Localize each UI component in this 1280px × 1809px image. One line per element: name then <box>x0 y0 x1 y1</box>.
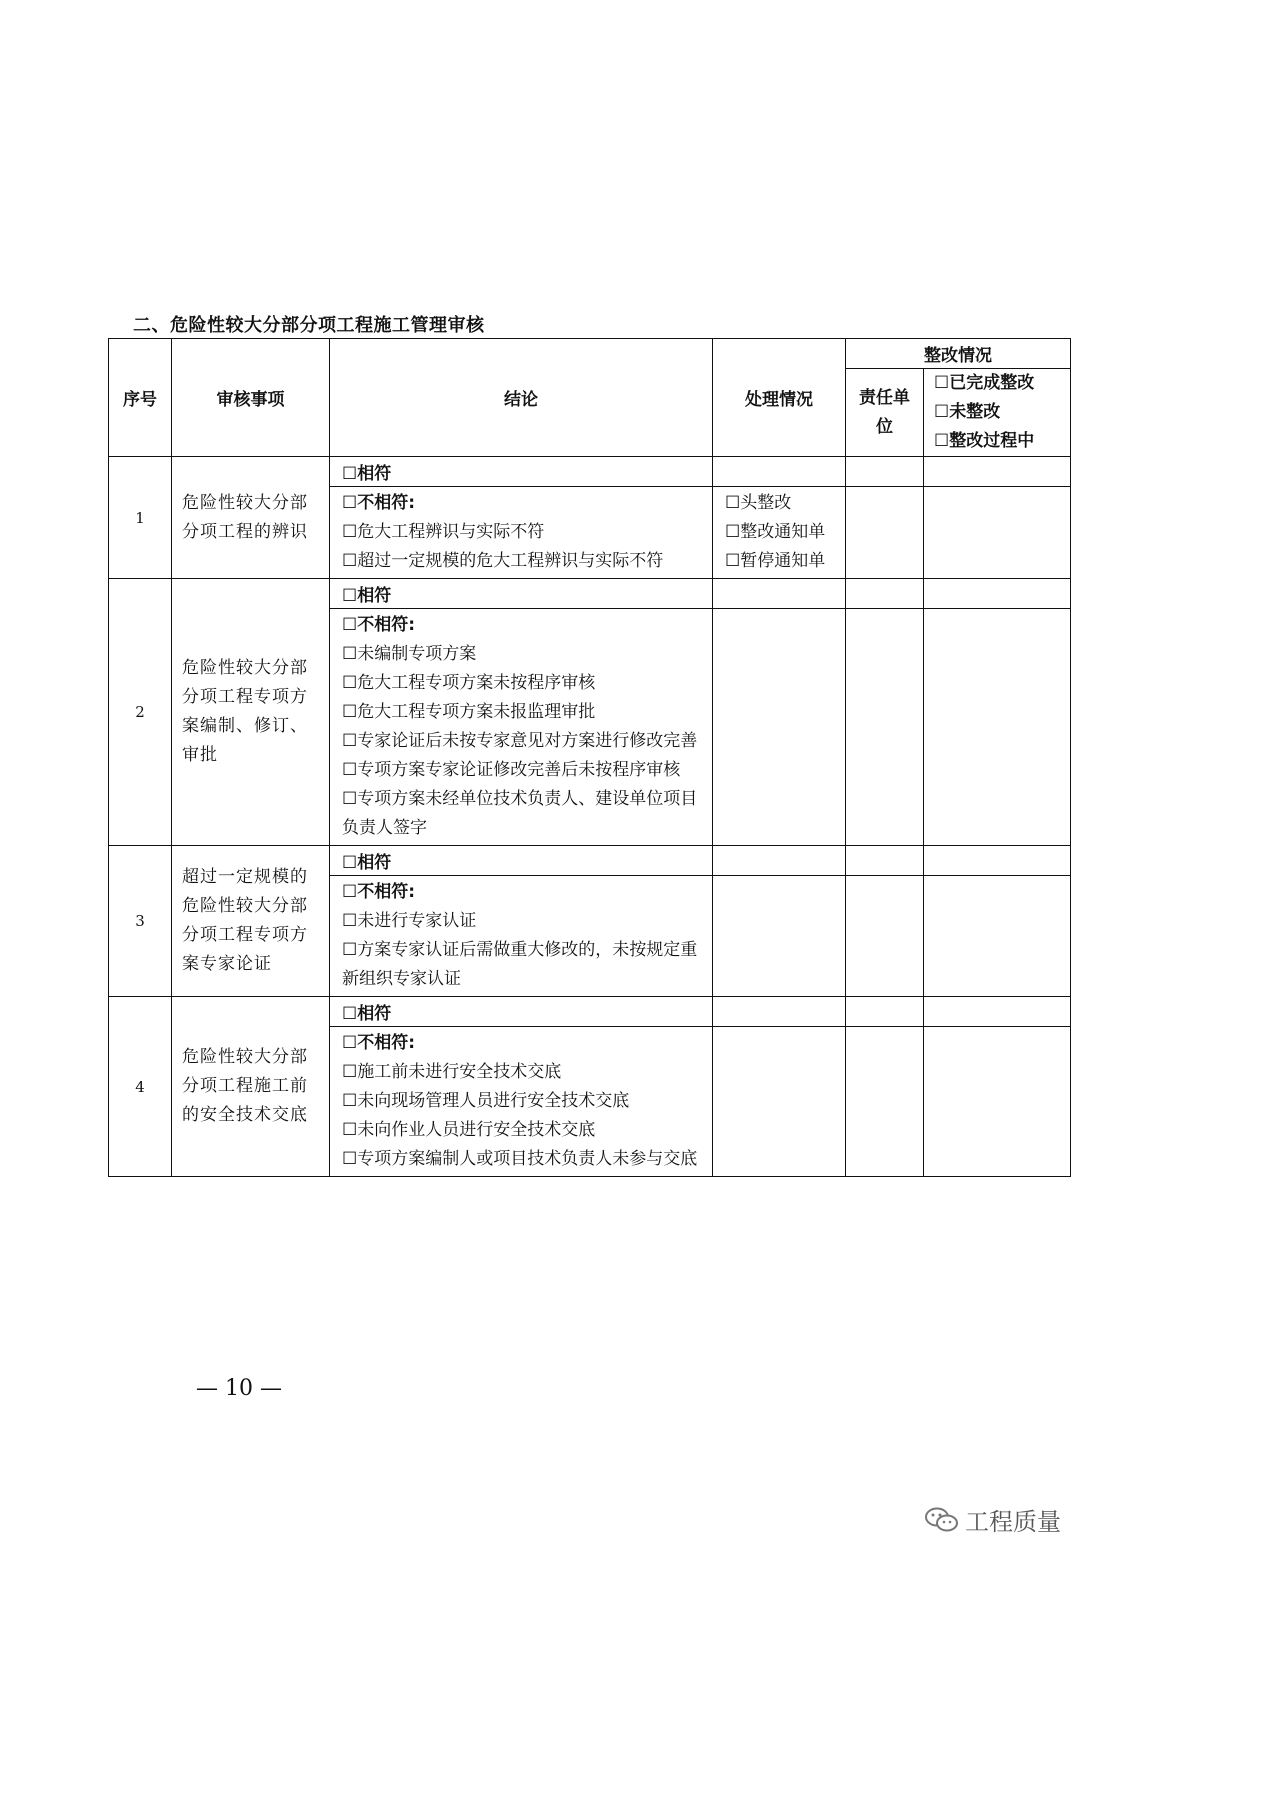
row-4-issue: ☐未向作业人员进行安全技术交底 <box>342 1120 596 1140</box>
header-seq: 序号 <box>109 339 172 457</box>
row-3-issue: ☐方案专家认证后需做重大修改的，未按规定重新组织专家认证 <box>342 940 698 989</box>
row-1-mismatch <box>330 487 713 579</box>
row-2-issue: ☐未编制专项方案 <box>342 644 477 664</box>
row-3-match: ☐相符 <box>330 846 713 876</box>
row-4-item: 危险性较大分部分项工程施工前的安全技术交底 <box>172 997 330 1177</box>
row-2-match-handling <box>713 579 846 609</box>
handling-option-verbal: ☐头整改 <box>725 493 792 513</box>
row-4-unit <box>846 1027 924 1177</box>
row-2-mismatch-label: ☐不相符: <box>342 615 416 635</box>
header-rectification: 整改情况 <box>846 339 1071 369</box>
status-option-completed: ☐已完成整改 <box>934 373 1035 393</box>
row-4-status <box>924 1027 1071 1177</box>
row-2-issue: ☐专家论证后未按专家意见对方案进行修改完善 <box>342 731 698 751</box>
row-1-match-unit <box>846 457 924 487</box>
row-3-seq: 3 <box>109 846 172 997</box>
row-3-unit <box>846 876 924 997</box>
header-conclusion: 结论 <box>330 339 713 457</box>
row-1-issue: ☐危大工程辨识与实际不符 <box>342 522 545 542</box>
header-responsible-unit: 责任单位 <box>846 369 924 457</box>
row-2-item: 危险性较大分部分项工程专项方案编制、修订、审批 <box>172 579 330 846</box>
watermark <box>925 1502 1061 1537</box>
row-2-issue: ☐危大工程专项方案未按程序审核 <box>342 673 596 693</box>
row-2-seq: 2 <box>109 579 172 846</box>
header-handling: 处理情况 <box>713 339 846 457</box>
row-4-handling <box>713 1027 846 1177</box>
row-1-handling <box>713 487 846 579</box>
row-2-mismatch <box>330 609 713 846</box>
row-1-item: 危险性较大分部分项工程的辨识 <box>172 457 330 579</box>
row-3-match-status <box>924 846 1071 876</box>
row-2-handling <box>713 609 846 846</box>
row-1-match-status <box>924 457 1071 487</box>
row-2-issue: ☐专项方案专家论证修改完善后未按程序审核 <box>342 760 681 780</box>
row-4-issue: ☐未向现场管理人员进行安全技术交底 <box>342 1091 630 1111</box>
status-option-in-progress: ☐整改过程中 <box>934 431 1035 451</box>
row-3-handling <box>713 876 846 997</box>
row-2-match-status <box>924 579 1071 609</box>
row-4-match-unit <box>846 997 924 1027</box>
page-number: — 10 — <box>196 1376 282 1401</box>
row-4-match-handling <box>713 997 846 1027</box>
row-3-match-unit <box>846 846 924 876</box>
row-1-match-handling <box>713 457 846 487</box>
watermark-text: 工程质量 <box>965 1508 1061 1536</box>
row-1-seq: 1 <box>109 457 172 579</box>
row-4-mismatch <box>330 1027 713 1177</box>
header-status-options <box>924 369 1071 457</box>
row-4-mismatch-label: ☐不相符: <box>342 1033 416 1053</box>
status-option-not-rectified: ☐未整改 <box>934 402 1001 422</box>
row-2-issue: ☐危大工程专项方案未报监理审批 <box>342 702 596 722</box>
row-3-status <box>924 876 1071 997</box>
row-1-mismatch-label: ☐不相符: <box>342 493 416 513</box>
row-4-match: ☐相符 <box>330 997 713 1027</box>
row-2-status <box>924 609 1071 846</box>
row-4-seq: 4 <box>109 997 172 1177</box>
handling-option-notice: ☐整改通知单 <box>725 522 826 542</box>
row-3-issue: ☐未进行专家认证 <box>342 911 477 931</box>
row-2-unit <box>846 609 924 846</box>
header-item: 审核事项 <box>172 339 330 457</box>
section-title: 二、危险性较大分部分项工程施工管理审核 <box>133 315 485 336</box>
row-1-unit <box>846 487 924 579</box>
row-2-match-unit <box>846 579 924 609</box>
row-2-issue: ☐专项方案未经单位技术负责人、建设单位项目负责人签字 <box>342 789 698 838</box>
row-3-mismatch-label: ☐不相符: <box>342 882 416 902</box>
row-2-match: ☐相符 <box>330 579 713 609</box>
row-4-issue: ☐施工前未进行安全技术交底 <box>342 1062 562 1082</box>
row-1-issue: ☐超过一定规模的危大工程辨识与实际不符 <box>342 551 664 571</box>
row-1-match: ☐相符 <box>330 457 713 487</box>
row-3-item: 超过一定规模的危险性较大分部分项工程专项方案专家论证 <box>172 846 330 997</box>
row-3-mismatch <box>330 876 713 997</box>
audit-table <box>108 338 1071 1177</box>
row-4-match-status <box>924 997 1071 1027</box>
row-1-status <box>924 487 1071 579</box>
handling-option-suspension: ☐暂停通知单 <box>725 551 826 571</box>
wechat-icon <box>925 1507 959 1533</box>
row-4-issue: ☐专项方案编制人或项目技术负责人未参与交底 <box>342 1149 698 1169</box>
row-3-match-handling <box>713 846 846 876</box>
